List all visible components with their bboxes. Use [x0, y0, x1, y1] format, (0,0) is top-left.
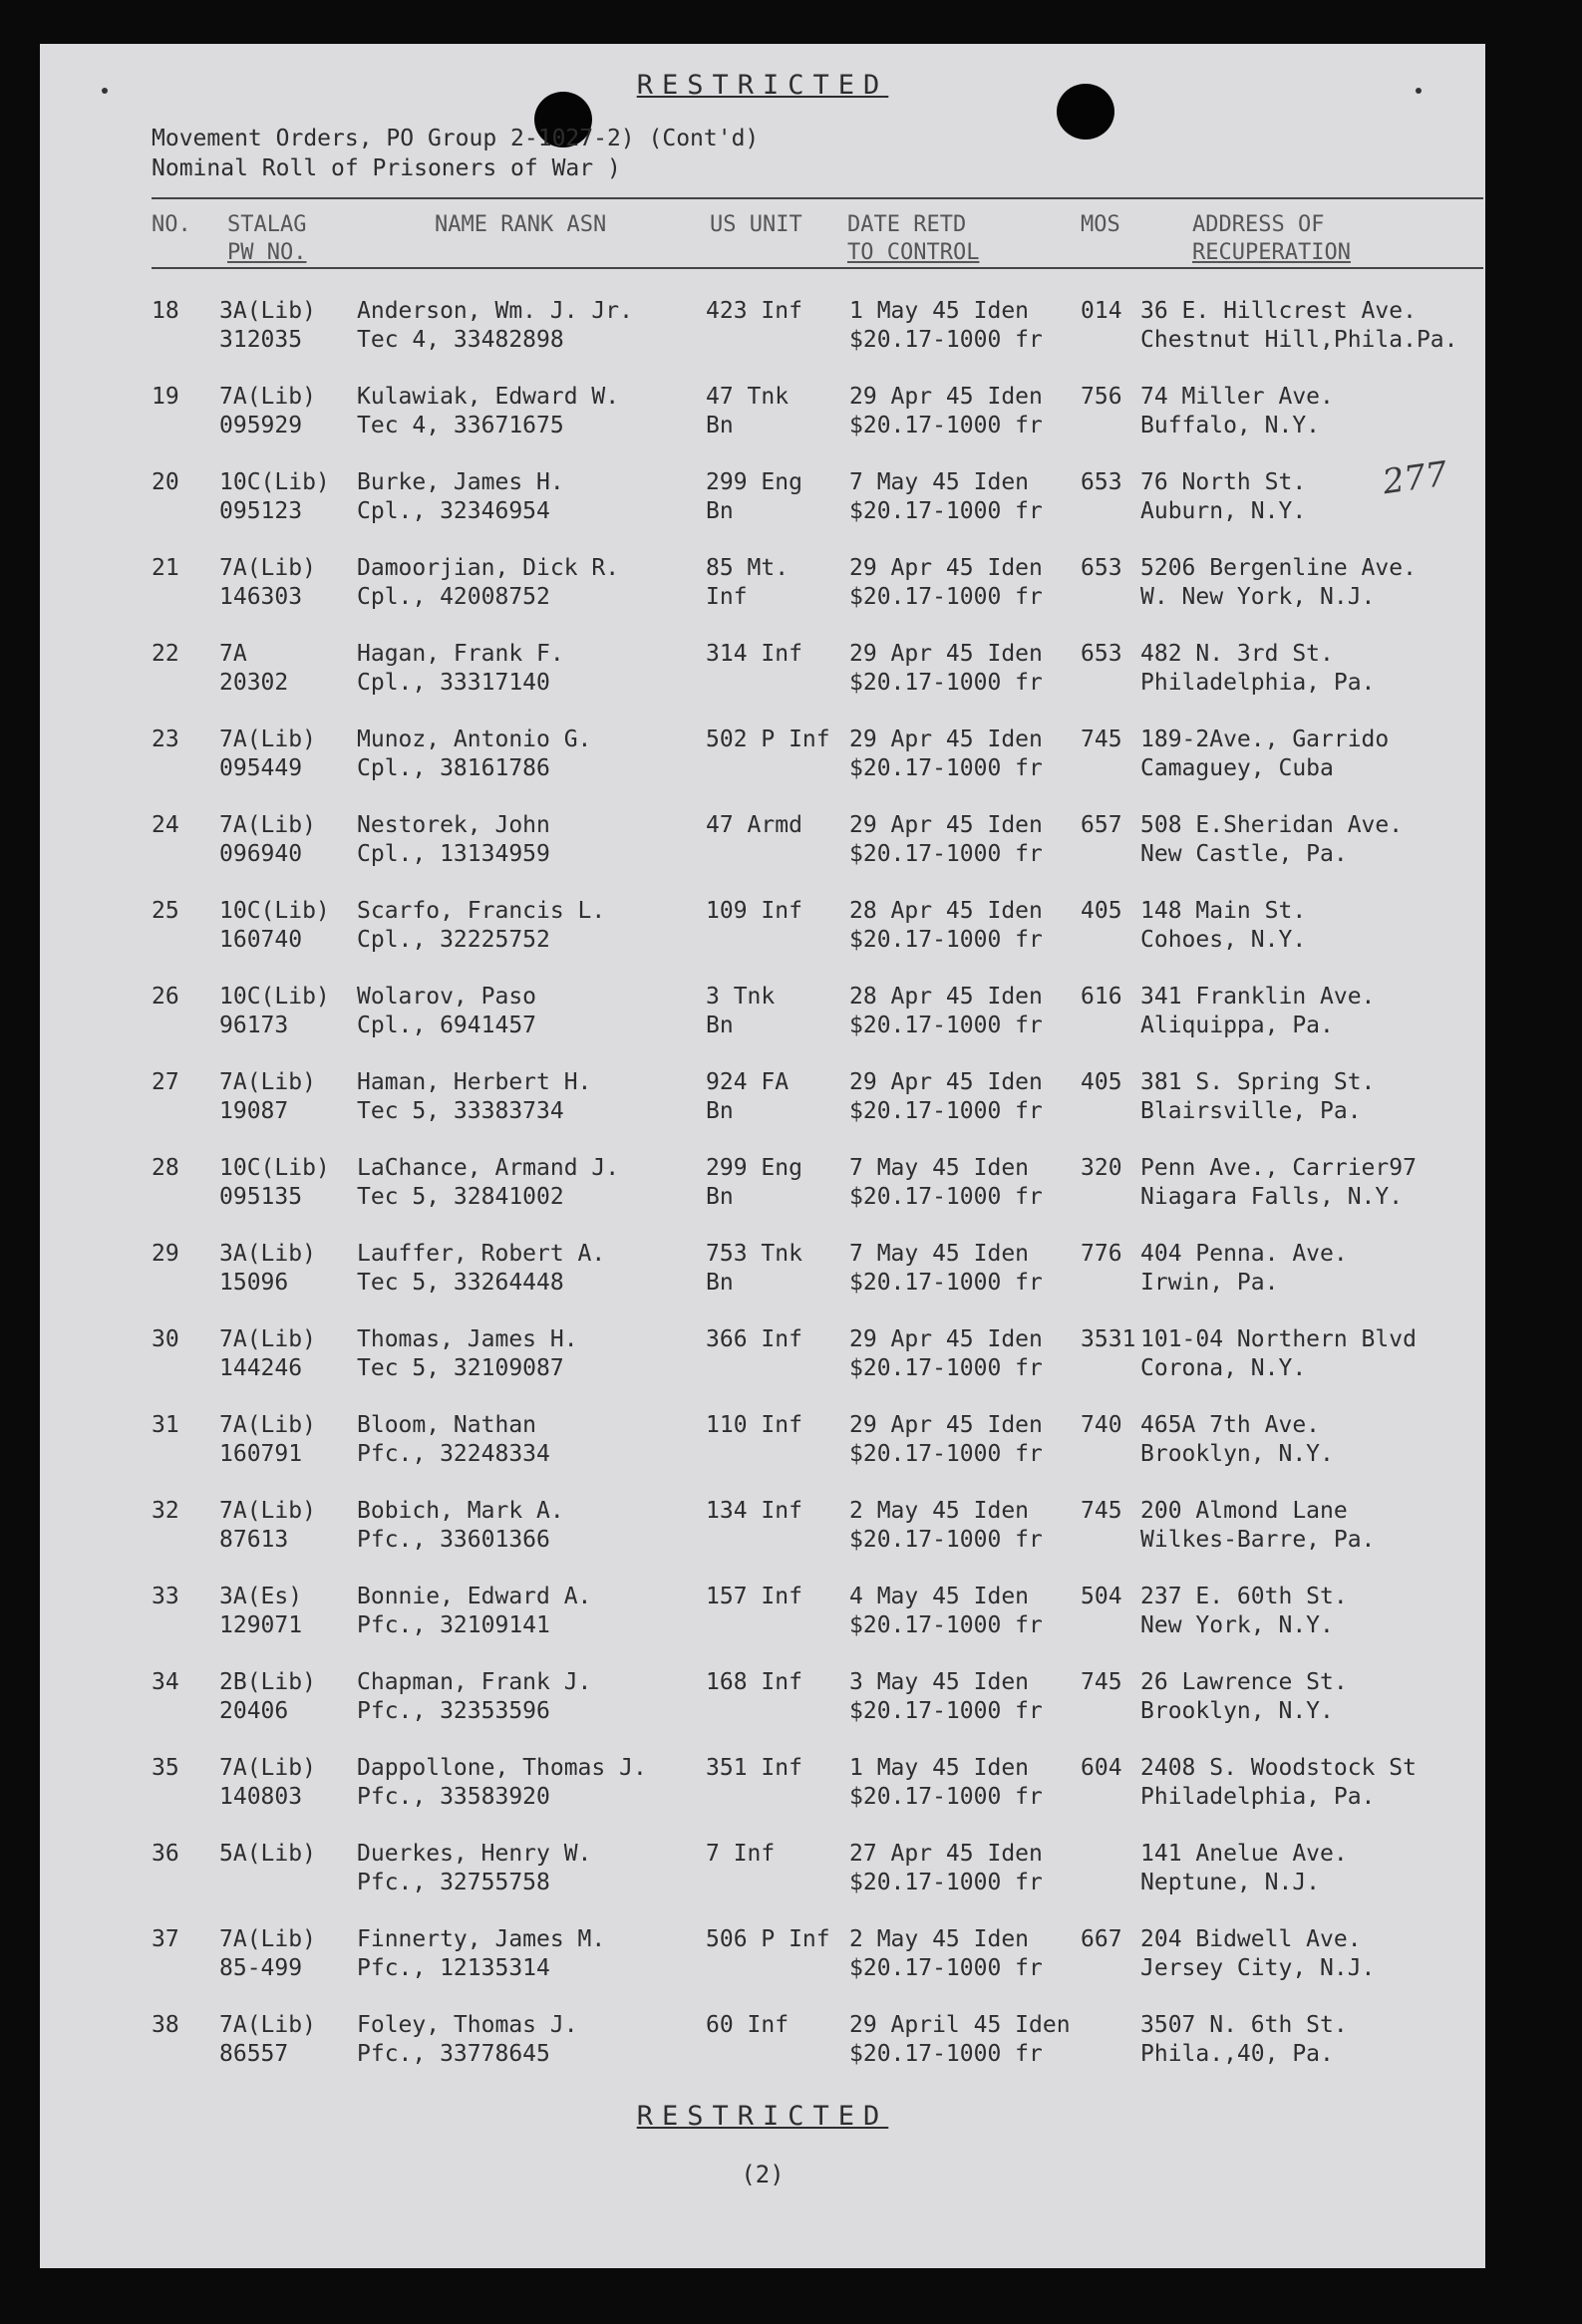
pay-advance: $20.17-1000 fr	[849, 584, 1043, 610]
date-returned: 29 Apr 45 Iden	[849, 812, 1043, 838]
date-returned: 2 May 45 Iden	[849, 1498, 1030, 1524]
stalag: 10C(Lib)	[219, 984, 330, 1010]
table-row	[40, 1411, 1485, 1469]
handwritten-margin-note: 277	[1380, 453, 1450, 503]
table-row	[40, 2011, 1485, 2069]
nominal-roll-line: Nominal Roll of Prisoners of War )	[152, 155, 621, 181]
rank-asn: Tec 4, 33482898	[357, 327, 564, 353]
header-rule-bottom	[152, 267, 1483, 269]
pay-advance: $20.17-1000 fr	[849, 1098, 1043, 1124]
pw-number: 87613	[219, 1527, 289, 1553]
soldier-name: Scarfo, Francis L.	[357, 898, 606, 924]
pay-advance: $20.17-1000 fr	[849, 1013, 1043, 1038]
us-unit: 85 Mt.	[706, 555, 790, 581]
col-head-no: NO.	[152, 212, 191, 237]
movement-orders-line: Movement Orders, PO Group 2-1027-2) (Cont'd)	[152, 126, 760, 151]
pw-number: 096940	[219, 841, 303, 867]
pw-number: 20302	[219, 670, 289, 696]
address-line2: Auburn, N.Y.	[1140, 498, 1307, 524]
date-returned: 29 Apr 45 Iden	[849, 1069, 1043, 1095]
stalag: 5A(Lib)	[219, 1841, 316, 1867]
mos: 776	[1081, 1241, 1122, 1267]
address-line2: Brooklyn, N.Y.	[1140, 1698, 1334, 1724]
row-number: 38	[152, 2012, 179, 2038]
us-unit: 351 Inf	[706, 1755, 802, 1781]
address-line1: 141 Anelue Ave.	[1140, 1841, 1348, 1867]
address-line1: 189-2Ave., Garrido	[1140, 726, 1390, 752]
date-returned: 29 Apr 45 Iden	[849, 384, 1043, 410]
us-unit: 60 Inf	[706, 2012, 790, 2038]
table-row	[40, 897, 1485, 955]
col-head-pw-no: PW NO.	[227, 240, 307, 265]
date-returned: 7 May 45 Iden	[849, 1155, 1030, 1181]
rank-asn: Cpl., 32225752	[357, 927, 550, 953]
address-line1: 404 Penna. Ave.	[1140, 1241, 1348, 1267]
table-row	[40, 297, 1485, 355]
col-head-address2: RECUPERATION	[1192, 240, 1351, 265]
us-unit: 7 Inf	[706, 1841, 776, 1867]
mos: 657	[1081, 812, 1122, 838]
restricted-heading-bottom: RESTRICTED	[636, 2101, 889, 2132]
address-line2: Neptune, N.J.	[1140, 1870, 1321, 1895]
soldier-name: Lauffer, Robert A.	[357, 1241, 606, 1267]
mos: 653	[1081, 641, 1122, 667]
address-line2: New Castle, Pa.	[1140, 841, 1348, 867]
mos: 745	[1081, 1669, 1122, 1695]
row-number: 35	[152, 1755, 179, 1781]
mos: 667	[1081, 1926, 1122, 1952]
us-unit: 924 FA	[706, 1069, 790, 1095]
pw-number: 312035	[219, 327, 303, 353]
row-number: 28	[152, 1155, 179, 1181]
rank-asn: Cpl., 13134959	[357, 841, 550, 867]
stalag: 10C(Lib)	[219, 1155, 330, 1181]
pay-advance: $20.17-1000 fr	[849, 1612, 1043, 1638]
address-line1: 204 Bidwell Ave.	[1140, 1926, 1362, 1952]
rank-asn: Pfc., 32248334	[357, 1441, 550, 1467]
us-unit: 109 Inf	[706, 898, 802, 924]
us-unit: 314 Inf	[706, 641, 802, 667]
address-line2: Phila.,40, Pa.	[1140, 2041, 1334, 2067]
soldier-name: Bobich, Mark A.	[357, 1498, 564, 1524]
us-unit: 47 Tnk	[706, 384, 790, 410]
stalag: 7A(Lib)	[219, 1069, 316, 1095]
address-line2: Irwin, Pa.	[1140, 1270, 1279, 1296]
date-returned: 7 May 45 Iden	[849, 469, 1030, 495]
rank-asn: Tec 4, 33671675	[357, 413, 564, 438]
soldier-name: LaChance, Armand J.	[357, 1155, 620, 1181]
row-number: 26	[152, 984, 179, 1010]
row-number: 37	[152, 1926, 179, 1952]
date-returned: 7 May 45 Iden	[849, 1241, 1030, 1267]
us-unit: 134 Inf	[706, 1498, 802, 1524]
address-line1: 341 Franklin Ave.	[1140, 984, 1376, 1010]
soldier-name: Kulawiak, Edward W.	[357, 384, 620, 410]
table-row	[40, 468, 1485, 526]
row-number: 32	[152, 1498, 179, 1524]
soldier-name: Anderson, Wm. J. Jr.	[357, 298, 633, 324]
address-line1: 482 N. 3rd St.	[1140, 641, 1334, 667]
mos: 604	[1081, 1755, 1122, 1781]
address-line2: Corona, N.Y.	[1140, 1355, 1307, 1381]
rank-asn: Pfc., 12135314	[357, 1955, 550, 1981]
us-unit: 110 Inf	[706, 1412, 802, 1438]
address-line1: 3507 N. 6th St.	[1140, 2012, 1348, 2038]
stalag: 7A(Lib)	[219, 726, 316, 752]
date-returned: 28 Apr 45 Iden	[849, 984, 1043, 1010]
rank-asn: Tec 5, 32841002	[357, 1184, 564, 1210]
soldier-name: Burke, James H.	[357, 469, 564, 495]
us-unit: 753 Tnk	[706, 1241, 802, 1267]
mos: 3531	[1081, 1326, 1136, 1352]
date-returned: 29 Apr 45 Iden	[849, 1412, 1043, 1438]
pay-advance: $20.17-1000 fr	[849, 841, 1043, 867]
col-head-stalag: STALAG	[227, 212, 307, 237]
address-line1: 200 Almond Lane	[1140, 1498, 1348, 1524]
table-row	[40, 1668, 1485, 1726]
row-number: 29	[152, 1241, 179, 1267]
table-row	[40, 640, 1485, 698]
date-returned: 4 May 45 Iden	[849, 1584, 1030, 1609]
date-returned: 1 May 45 Iden	[849, 1755, 1030, 1781]
address-line1: 74 Miller Ave.	[1140, 384, 1334, 410]
pay-advance: $20.17-1000 fr	[849, 498, 1043, 524]
stalag: 7A(Lib)	[219, 1412, 316, 1438]
pay-advance: $20.17-1000 fr	[849, 755, 1043, 781]
row-number: 19	[152, 384, 179, 410]
table-row	[40, 1583, 1485, 1640]
address-line2: Philadelphia, Pa.	[1140, 1784, 1376, 1810]
pay-advance: $20.17-1000 fr	[849, 1184, 1043, 1210]
address-line1: 2408 S. Woodstock St	[1140, 1755, 1417, 1781]
address-line2: W. New York, N.J.	[1140, 584, 1376, 610]
pay-advance: $20.17-1000 fr	[849, 1698, 1043, 1724]
us-unit-line2: Bn	[706, 1013, 734, 1038]
address-line1: 26 Lawrence St.	[1140, 1669, 1348, 1695]
date-returned: 29 April 45 Iden	[849, 2012, 1071, 2038]
us-unit-line2: Bn	[706, 413, 734, 438]
row-number: 22	[152, 641, 179, 667]
restricted-heading-top: RESTRICTED	[636, 70, 889, 101]
mos: 740	[1081, 1412, 1122, 1438]
table-row	[40, 1240, 1485, 1298]
rank-asn: Cpl., 42008752	[357, 584, 550, 610]
row-number: 21	[152, 555, 179, 581]
us-unit: 47 Armd	[706, 812, 802, 838]
rank-asn: Cpl., 33317140	[357, 670, 550, 696]
address-line1: 237 E. 60th St.	[1140, 1584, 1348, 1609]
col-head-name: NAME RANK ASN	[435, 212, 607, 237]
row-number: 18	[152, 298, 179, 324]
date-returned: 2 May 45 Iden	[849, 1926, 1030, 1952]
us-unit-line2: Bn	[706, 498, 734, 524]
pay-advance: $20.17-1000 fr	[849, 1870, 1043, 1895]
pay-advance: $20.17-1000 fr	[849, 1784, 1043, 1810]
date-returned: 29 Apr 45 Iden	[849, 641, 1043, 667]
address-line2: Jersey City, N.J.	[1140, 1955, 1376, 1981]
table-row	[40, 726, 1485, 783]
address-line1: 5206 Bergenline Ave.	[1140, 555, 1417, 581]
row-number: 31	[152, 1412, 179, 1438]
address-line1: 76 North St.	[1140, 469, 1307, 495]
table-row	[40, 554, 1485, 612]
stalag: 7A(Lib)	[219, 812, 316, 838]
pay-advance: $20.17-1000 fr	[849, 927, 1043, 953]
header-rule-top	[152, 197, 1483, 199]
address-line1: 381 S. Spring St.	[1140, 1069, 1376, 1095]
address-line2: Brooklyn, N.Y.	[1140, 1441, 1334, 1467]
row-number: 20	[152, 469, 179, 495]
pay-advance: $20.17-1000 fr	[849, 327, 1043, 353]
address-line1: Penn Ave., Carrier97	[1140, 1155, 1417, 1181]
address-line2: Aliquippa, Pa.	[1140, 1013, 1334, 1038]
document-page	[40, 44, 1485, 2268]
address-line2: Philadelphia, Pa.	[1140, 670, 1376, 696]
row-number: 25	[152, 898, 179, 924]
mos: 405	[1081, 898, 1122, 924]
mos: 745	[1081, 1498, 1122, 1524]
us-unit: 502 P Inf	[706, 726, 830, 752]
rank-asn: Pfc., 32109141	[357, 1612, 550, 1638]
pw-number: 095449	[219, 755, 303, 781]
mos: 504	[1081, 1584, 1122, 1609]
table-row	[40, 1325, 1485, 1383]
table-row	[40, 1840, 1485, 1897]
rank-asn: Pfc., 33583920	[357, 1784, 550, 1810]
row-number: 24	[152, 812, 179, 838]
stalag: 7A(Lib)	[219, 384, 316, 410]
us-unit-line2: Bn	[706, 1184, 734, 1210]
table-row	[40, 1068, 1485, 1126]
row-number: 30	[152, 1326, 179, 1352]
pw-number: 095929	[219, 413, 303, 438]
pay-advance: $20.17-1000 fr	[849, 1270, 1043, 1296]
rank-asn: Cpl., 32346954	[357, 498, 550, 524]
rank-asn: Cpl., 38161786	[357, 755, 550, 781]
address-line2: Cohoes, N.Y.	[1140, 927, 1307, 953]
pw-number: 095123	[219, 498, 303, 524]
address-line2: Niagara Falls, N.Y.	[1140, 1184, 1404, 1210]
mos: 405	[1081, 1069, 1122, 1095]
pw-number: 20406	[219, 1698, 289, 1724]
pw-number: 85-499	[219, 1955, 303, 1981]
row-number: 33	[152, 1584, 179, 1609]
stalag: 7A(Lib)	[219, 1326, 316, 1352]
address-line2: Blairsville, Pa.	[1140, 1098, 1362, 1124]
address-line2: Wilkes-Barre, Pa.	[1140, 1527, 1376, 1553]
rank-asn: Pfc., 33778645	[357, 2041, 550, 2067]
us-unit: 168 Inf	[706, 1669, 802, 1695]
rank-asn: Tec 5, 33264448	[357, 1270, 564, 1296]
mos: 014	[1081, 298, 1122, 324]
table-row	[40, 1154, 1485, 1212]
row-number: 23	[152, 726, 179, 752]
row-number: 36	[152, 1841, 179, 1867]
mos: 653	[1081, 555, 1122, 581]
pw-number: 160791	[219, 1441, 303, 1467]
stalag: 2B(Lib)	[219, 1669, 316, 1695]
date-returned: 29 Apr 45 Iden	[849, 555, 1043, 581]
soldier-name: Wolarov, Paso	[357, 984, 537, 1010]
page-number: (2)	[741, 2161, 785, 2188]
date-returned: 29 Apr 45 Iden	[849, 726, 1043, 752]
soldier-name: Munoz, Antonio G.	[357, 726, 592, 752]
table-row	[40, 983, 1485, 1040]
soldier-name: Dappollone, Thomas J.	[357, 1755, 647, 1781]
soldier-name: Thomas, James H.	[357, 1326, 578, 1352]
us-unit-line2: Inf	[706, 584, 748, 610]
soldier-name: Nestorek, John	[357, 812, 550, 838]
rank-asn: Tec 5, 32109087	[357, 1355, 564, 1381]
col-head-unit: US UNIT	[710, 212, 802, 237]
address-line1: 148 Main St.	[1140, 898, 1307, 924]
pay-advance: $20.17-1000 fr	[849, 670, 1043, 696]
soldier-name: Duerkes, Henry W.	[357, 1841, 592, 1867]
col-head-date: DATE RETD	[847, 212, 967, 237]
pw-number: 86557	[219, 2041, 289, 2067]
soldier-name: Bonnie, Edward A.	[357, 1584, 592, 1609]
us-unit: 366 Inf	[706, 1326, 802, 1352]
pw-number: 146303	[219, 584, 303, 610]
us-unit: 299 Eng	[706, 1155, 802, 1181]
rank-asn: Pfc., 32353596	[357, 1698, 550, 1724]
mos: 616	[1081, 984, 1122, 1010]
us-unit: 423 Inf	[706, 298, 802, 324]
pay-advance: $20.17-1000 fr	[849, 1441, 1043, 1467]
pw-number: 15096	[219, 1270, 289, 1296]
pw-number: 140803	[219, 1784, 303, 1810]
pay-advance: $20.17-1000 fr	[849, 413, 1043, 438]
table-row	[40, 383, 1485, 440]
stalag: 7A(Lib)	[219, 555, 316, 581]
soldier-name: Haman, Herbert H.	[357, 1069, 592, 1095]
stalag: 10C(Lib)	[219, 469, 330, 495]
stalag: 3A(Es)	[219, 1584, 303, 1609]
table-row	[40, 811, 1485, 869]
mos: 320	[1081, 1155, 1122, 1181]
address-line2: Camaguey, Cuba	[1140, 755, 1334, 781]
stalag: 7A(Lib)	[219, 1755, 316, 1781]
soldier-name: Chapman, Frank J.	[357, 1669, 592, 1695]
us-unit-line2: Bn	[706, 1270, 734, 1296]
us-unit: 157 Inf	[706, 1584, 802, 1609]
address-line2: Buffalo, N.Y.	[1140, 413, 1321, 438]
pay-advance: $20.17-1000 fr	[849, 2041, 1043, 2067]
stalag: 7A(Lib)	[219, 1926, 316, 1952]
col-head-address: ADDRESS OF	[1192, 212, 1325, 237]
date-returned: 28 Apr 45 Iden	[849, 898, 1043, 924]
table-row	[40, 1497, 1485, 1555]
soldier-name: Damoorjian, Dick R.	[357, 555, 620, 581]
stalag: 3A(Lib)	[219, 298, 316, 324]
us-unit-line2: Bn	[706, 1098, 734, 1124]
us-unit: 3 Tnk	[706, 984, 776, 1010]
stalag: 7A	[219, 641, 247, 667]
mos: 745	[1081, 726, 1122, 752]
date-returned: 27 Apr 45 Iden	[849, 1841, 1043, 1867]
soldier-name: Foley, Thomas J.	[357, 2012, 578, 2038]
us-unit: 299 Eng	[706, 469, 802, 495]
us-unit: 506 P Inf	[706, 1926, 830, 1952]
mos: 756	[1081, 384, 1122, 410]
stalag: 3A(Lib)	[219, 1241, 316, 1267]
table-row	[40, 1925, 1485, 1983]
col-head-mos: MOS	[1081, 212, 1120, 237]
date-returned: 3 May 45 Iden	[849, 1669, 1030, 1695]
rank-asn: Pfc., 32755758	[357, 1870, 550, 1895]
soldier-name: Bloom, Nathan	[357, 1412, 537, 1438]
mos: 653	[1081, 469, 1122, 495]
stalag: 10C(Lib)	[219, 898, 330, 924]
pw-number: 96173	[219, 1013, 289, 1038]
pw-number: 144246	[219, 1355, 303, 1381]
pw-number: 160740	[219, 927, 303, 953]
col-head-date2: TO CONTROL	[847, 240, 980, 265]
date-returned: 29 Apr 45 Iden	[849, 1326, 1043, 1352]
pay-advance: $20.17-1000 fr	[849, 1355, 1043, 1381]
address-line1: 465A 7th Ave.	[1140, 1412, 1321, 1438]
address-line1: 508 E.Sheridan Ave.	[1140, 812, 1404, 838]
pw-number: 129071	[219, 1612, 303, 1638]
rank-asn: Cpl., 6941457	[357, 1013, 537, 1038]
address-line2: Chestnut Hill,Phila.Pa.	[1140, 327, 1458, 353]
address-line1: 101-04 Northern Blvd	[1140, 1326, 1417, 1352]
date-returned: 1 May 45 Iden	[849, 298, 1030, 324]
pay-advance: $20.17-1000 fr	[849, 1527, 1043, 1553]
row-number: 27	[152, 1069, 179, 1095]
stalag: 7A(Lib)	[219, 1498, 316, 1524]
stalag: 7A(Lib)	[219, 2012, 316, 2038]
rank-asn: Tec 5, 33383734	[357, 1098, 564, 1124]
pw-number: 19087	[219, 1098, 289, 1124]
soldier-name: Finnerty, James M.	[357, 1926, 606, 1952]
table-row	[40, 1754, 1485, 1812]
pw-number: 095135	[219, 1184, 303, 1210]
pay-advance: $20.17-1000 fr	[849, 1955, 1043, 1981]
address-line2: New York, N.Y.	[1140, 1612, 1334, 1638]
soldier-name: Hagan, Frank F.	[357, 641, 564, 667]
row-number: 34	[152, 1669, 179, 1695]
rank-asn: Pfc., 33601366	[357, 1527, 550, 1553]
address-line1: 36 E. Hillcrest Ave.	[1140, 298, 1417, 324]
